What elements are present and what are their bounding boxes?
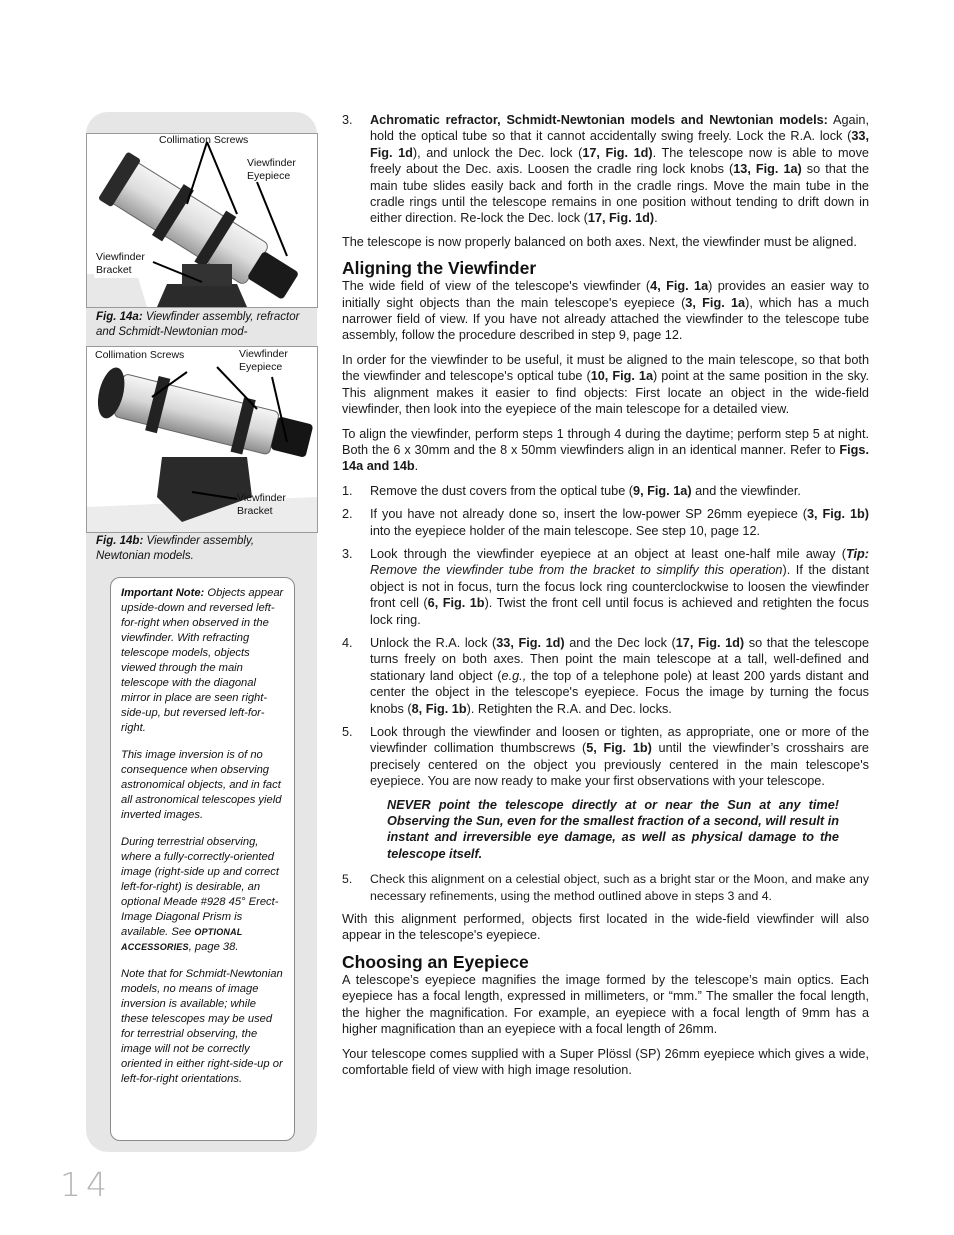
fig-ref: 6, Fig. 1b: [427, 596, 485, 611]
item-number: 5.: [342, 725, 353, 739]
text: Check this alignment on a celestial object, such as a bright star or the Moon, and make any necessary refinements, using the method outlined above in steps 3 and 4.: [370, 872, 869, 903]
text: so that the main tube slides easily back and forth in the cradle rings. Move the main tube in the cradle rings until the telescope remains in one position without tending to drift down in either direction. Re-lock the Dec. lock (: [370, 162, 870, 226]
note-text: During terrestrial observing, where a fully-correctly-oriented image (right-side up and correct left-for-right) is desirable, an optional Meade #928 45° Erect-Image Diagonal Prism is available. See: [121, 836, 279, 938]
paragraph-wide-field: [342, 278, 869, 344]
figure-14a-photo: [86, 133, 318, 308]
figure-14b-photo: [86, 346, 318, 533]
list-item: [342, 871, 869, 904]
text: the top of a telephone pole) at least 200 yards distant and center the object in the telescope's eyepiece. Focus the image by turning the focus knobs (: [370, 668, 869, 716]
list-item: [342, 724, 869, 790]
list-item: [342, 112, 869, 227]
fig-ref: 17, Fig. 1d): [587, 211, 655, 226]
list-item: [342, 506, 869, 539]
fig-ref: 17, Fig. 1d): [582, 145, 653, 160]
fig-ref: 3, Fig. 1a: [685, 295, 746, 310]
note-text: , page 38.: [188, 941, 239, 953]
sun-warning: NEVER point the telescope directly at or near the Sun at any time! Observing the Sun, even for the smallest fraction of a second, will result in instant and irreversible eye damage, as well as physical damage to the telescope itself.: [387, 797, 839, 861]
heading-choosing-eyepiece: Choosing an Eyepiece: [342, 951, 529, 972]
fig-ref: 33, Fig. 1d: [370, 129, 869, 160]
text: ). Twist the front cell until focus is achieved and retighten the focus lock ring.: [370, 596, 869, 627]
fig-ref: 9, Fig. 1a): [633, 483, 692, 498]
text: Again, hold the optical tube so that it cannot accidentally swing freely. Lock the R.A. lock (: [370, 113, 869, 144]
page-number: 14: [60, 1165, 112, 1204]
figure-14a-caption: [96, 310, 314, 340]
note-paragraph: [121, 586, 286, 736]
fig-ref: 13, Fig. 1a): [733, 162, 802, 177]
item-number: 5.: [342, 872, 353, 887]
text: ). If the distant object is not in focus, turn the focus lock ring counterclockwise to loosen the viewfinder front cell (: [370, 563, 869, 611]
tip-label: Tip:: [845, 546, 869, 561]
text: The wide field of view of the telescope's viewfinder (: [342, 279, 651, 294]
main-column: [342, 112, 869, 1086]
fig-ref: 4, Fig. 1a: [650, 279, 709, 294]
item-number: 3.: [342, 546, 353, 561]
caption-text: Viewfinder assembly, Newtonian models.: [96, 535, 255, 562]
list-item: [342, 546, 869, 628]
text: In order for the viewfinder to be useful, it must be aligned to the main telescope, so that both the viewfinder and telescope's optical tube (: [342, 352, 869, 384]
caption-label: Fig. 14a:: [96, 311, 143, 323]
text: Remove the dust covers from the optical tube (: [370, 483, 634, 498]
text: ). Retighten the R.A. and Dec. locks.: [466, 701, 672, 716]
text-italic: e.g.,: [501, 668, 527, 683]
note-paragraph: This image inversion is of no consequence when observing astronomical objects, and in fact all astronomical telescopes yield inverted images.: [121, 749, 282, 821]
note-paragraph: [121, 835, 286, 955]
text: Look through the viewfinder and loosen or tighten, as appropriate, one or more of the viewfinder collimation thumbscrews (: [370, 725, 869, 756]
fig-ref: 17, Fig. 1d): [675, 635, 745, 650]
accessories-reference: OPTIONAL ACCESSORIES: [121, 927, 243, 952]
fig-ref: Figs. 14a and 14b: [342, 442, 869, 474]
important-note-box: [110, 577, 295, 1141]
note-paragraph: Note that for Schmidt-Newtonian models, no means of image inversion is available; while these telescopes may be used for terrestrial observing, the image will not be correctly oriented in either right-side-up or left-for-right orientations.: [121, 968, 283, 1085]
text: until the viewfinder’s crosshairs are precisely centered on the object you previously centered in the main telescope's eyepiece. You are now ready to make your first observations with your telescope.: [370, 741, 869, 789]
figure-14b-caption: [96, 534, 296, 564]
fig-ref: 10, Fig. 1a: [590, 369, 654, 384]
paragraph-with-alignment: With this alignment performed, objects first located in the wide-field viewfinder will also appear in the telescope's eyepiece.: [342, 912, 869, 943]
item-heading: Achromatic refractor, Schmidt-Newtonian models and Newtonian models:: [370, 113, 828, 127]
paragraph-eyepiece-2: Your telescope comes supplied with a Super Plössl (SP) 26mm eyepiece which gives a wide, comfortable field of view with high image resolution.: [342, 1046, 869, 1077]
list-item: [342, 635, 869, 717]
text: and the viewfinder.: [691, 483, 801, 498]
paragraph-in-order: [342, 352, 869, 418]
text: and the Dec lock (: [564, 635, 676, 650]
text: ), and unlock the Dec. lock (: [412, 145, 583, 160]
text: .: [654, 211, 658, 226]
paragraph-to-align: [342, 426, 869, 475]
callout-collimation-screws: Collimation Screws: [159, 134, 249, 146]
text: Look through the viewfinder eyepiece at an object at least one-half mile away (: [370, 546, 846, 561]
text: Unlock the R.A. lock (: [370, 635, 497, 650]
text: ) point at the same position in the sky. This alignment makes it easier to find objects: First locate an object in the wide-field viewfinder, then look into the eyepiece of the main telescope for a detailed view.: [342, 369, 869, 417]
text: .: [414, 459, 419, 474]
list-item: [342, 483, 869, 499]
text: . The telescope now is able to move freely about the Dec. axis. Loosen the cradle ring lock knobs (: [370, 145, 869, 177]
callout-collimation-screws: Collimation Screws: [95, 349, 185, 361]
item-number: 2.: [342, 507, 353, 522]
paragraph-eyepiece-1: A telescope’s eyepiece magnifies the image formed by the telescope’s main optics. Each eyepiece has a focal length, expressed in millimeters, or “mm.” The smaller the focal length, the higher the magnification. For example, an eyepiece with a focal length of 9mm has a higher magnification than an eyepiece with a focal length of 26mm.: [342, 972, 869, 1037]
callout-viewfinder-eyepiece: Viewfinder Eyepiece: [239, 348, 288, 373]
callout-viewfinder-eyepiece: Viewfinder Eyepiece: [247, 157, 296, 182]
fig-ref: 5, Fig. 1b): [586, 741, 652, 756]
paragraph-balanced: The telescope is now properly balanced on both axes. Next, the viewfinder must be aligned.: [342, 234, 857, 249]
fig-ref: 3, Fig. 1b): [806, 507, 869, 522]
item-number: 3.: [342, 113, 353, 127]
item-number: 1.: [342, 483, 353, 498]
text: ) provides an easier way to initially sight objects than the main telescope's eyepiece (: [342, 279, 869, 310]
note-text: Objects appear upside-down and reversed left-for-right when observed in the viewfinder. With refracting telescope models, objects viewed through the main telescope with the diagonal mirror in place are seen right-side-up, but reversed left-for-right.: [121, 587, 284, 734]
callout-viewfinder-bracket: Viewfinder Bracket: [237, 492, 286, 517]
fig-ref: 33, Fig. 1d): [496, 635, 565, 650]
text: ), which has a much narrower field of view. If you have not already attached the viewfinder to the telescope tube assembly, follow the procedure described in step 9, page 12.: [342, 295, 869, 343]
callout-viewfinder-bracket: Viewfinder Bracket: [96, 251, 145, 276]
tip-text: Remove the viewfinder tube from the bracket to simplify this operation: [370, 563, 783, 578]
caption-label: Fig. 14b:: [96, 535, 144, 547]
text: into the eyepiece holder of the main telescope. See step 10, page 12.: [370, 523, 761, 538]
important-note-text: [121, 586, 286, 1099]
text: To align the viewfinder, perform steps 1 through 4 during the daytime; perform step 5 at night. Both the 6 x 30mm and the 8 x 50mm viewfinders align in an identical manner. Refer to: [342, 426, 869, 457]
text: so that the telescope turns freely on both axes. Then point the main telescope at a tall, well-defined and stationary land object (: [370, 635, 869, 683]
item-number: 4.: [342, 635, 353, 650]
note-label: Important Note:: [121, 587, 205, 599]
fig-ref: 8, Fig. 1b: [411, 701, 467, 716]
caption-text: Viewfinder assembly, refractor and Schmidt-Newtonian mod-: [96, 311, 300, 338]
heading-aligning-viewfinder: Aligning the Viewfinder: [342, 258, 537, 279]
text: If you have not already done so, insert the low-power SP 26mm eyepiece (: [370, 507, 807, 522]
